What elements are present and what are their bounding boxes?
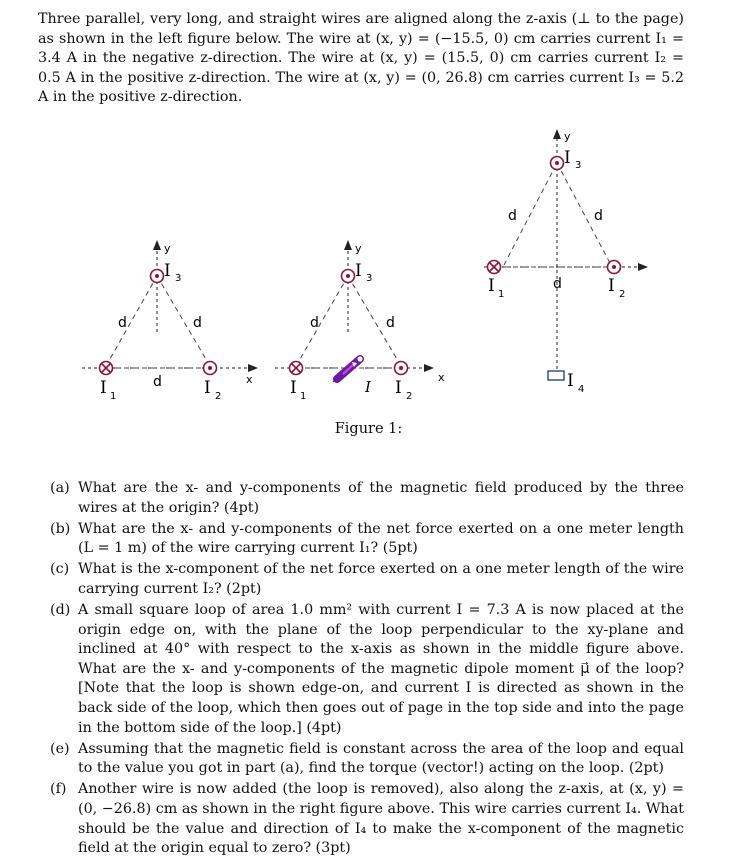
middle-figure <box>275 240 445 402</box>
question-d <box>50 601 684 738</box>
question-text: A small square loop of area 1.0 mm² with current I = 7.3 A is now placed at the origin edge on, with the plane of the loop perpendicular to the xy-plane and inclined at 40° with respect to the x-axis as shown in the middle figure above. What are the x- and y-components of the magnetic dipole moment μ⃗ of the loop? [Note that the loop is shown edge-on, and current I is directed as shown in the back side of the loop, which then goes out of page in the top side and into the page in the bottom side of the loop.] (4pt) <box>78 602 684 736</box>
question-text: Another wire is now added (the loop is removed), also along the z-axis, at (x, y) = (0, −26.8) cm as shown in the right figure above. This wire carries current I₄. What should be the value and direction of I₄ to make the x-component of the magnetic field at the origin equal to zero? (3pt) <box>78 781 684 857</box>
i2-subscript: 2 <box>406 391 413 402</box>
x-arrow <box>248 364 258 372</box>
question-list <box>50 479 684 860</box>
d-label: d <box>553 276 562 292</box>
x-label: x <box>246 373 253 386</box>
i2-label: I <box>395 378 402 398</box>
loop-current-label: I <box>365 378 371 396</box>
wire-i2-icon <box>395 362 408 375</box>
question-text: What is the x-component of the net force exerted on a one meter length of the wire carrying current I₂? (2pt) <box>78 561 684 597</box>
d-label: d <box>310 315 319 331</box>
wire-i3-icon <box>342 270 355 283</box>
question-label: (e) <box>50 740 70 757</box>
i4-subscript: 4 <box>578 384 585 395</box>
wire-i2-icon <box>608 261 621 274</box>
question-text: What are the x- and y-components of the net force exerted on a one meter length (L = 1 m) of the wire carrying current I₁? (5pt) <box>78 520 684 557</box>
i1-label: I <box>100 378 107 398</box>
right-figure <box>484 129 648 395</box>
d-label: d <box>118 315 127 331</box>
y-label: y <box>355 242 362 255</box>
i2-label: I <box>608 276 615 296</box>
wire-i4-icon <box>548 371 564 380</box>
y-arrow <box>153 240 161 250</box>
i1-label: I <box>290 378 297 398</box>
question-text: What are the x- and y-components of the magnetic field produced by the three wires at the origin? (4pt) <box>78 480 684 516</box>
loop-edge-on-icon <box>333 356 363 382</box>
d-label: d <box>193 315 202 331</box>
question-label: (c) <box>50 561 70 578</box>
wire-i3-icon <box>151 270 164 283</box>
i1-subscript: 1 <box>110 391 117 402</box>
y-label: y <box>164 242 171 255</box>
i3-subscript: 3 <box>575 160 582 171</box>
question-c <box>50 560 684 599</box>
i2-label: I <box>204 378 211 398</box>
figure-1 <box>0 115 737 445</box>
i1-label: I <box>488 276 495 296</box>
left-figure <box>82 240 258 402</box>
triangle-left-side <box>106 276 157 366</box>
question-label: (b) <box>50 520 71 537</box>
triangle-left-side <box>296 276 348 366</box>
question-e <box>50 740 684 779</box>
i3-subscript: 3 <box>175 273 182 284</box>
i3-subscript: 3 <box>366 273 373 284</box>
x-label: x <box>438 371 445 384</box>
question-text: Assuming that the magnetic field is constant across the area of the loop and equal to the value you got in part (a), find the torque (vector!) acting on the loop. (2pt) <box>78 740 684 777</box>
i3-label: I <box>355 261 362 281</box>
question-a <box>50 479 684 518</box>
question-f <box>50 780 684 858</box>
wire-i3-icon <box>551 157 564 170</box>
wire-i1-icon <box>488 261 501 274</box>
i2-subscript: 2 <box>215 391 222 402</box>
d-label: d <box>153 374 162 390</box>
y-arrow <box>344 240 352 250</box>
i1-subscript: 1 <box>498 289 505 300</box>
i4-label: I <box>567 371 574 391</box>
question-label: (f) <box>50 781 67 798</box>
question-b <box>50 520 684 559</box>
triangle-right-side <box>157 276 210 366</box>
question-label: (a) <box>50 480 70 496</box>
problem-intro: Three parallel, very long, and straight wires are aligned along the z-axis (⊥ to the page) as shown in the left figure below. The wire at (x, y) = (−15.5, 0) cm carries current I₁ = 3.4 A in the negative z-direction. The wire at (x, y) = (15.5, 0) cm carries current I₂ = 0.5 A in the positive z-direction. The wire at (x, y) = (0, 26.8) cm carries current I₃ = 5.2 A in the positive z-direction. <box>38 11 684 105</box>
y-label: y <box>564 130 571 143</box>
x-arrow <box>424 364 434 372</box>
d-label: d <box>386 315 395 331</box>
question-label: (d) <box>50 602 71 619</box>
y-arrow <box>553 129 561 139</box>
wire-i1-icon <box>100 362 113 375</box>
x-arrow <box>638 263 648 271</box>
i3-label: I <box>564 148 571 168</box>
i2-subscript: 2 <box>619 289 626 300</box>
d-label: d <box>594 208 603 224</box>
i1-subscript: 1 <box>300 391 307 402</box>
wire-i2-icon <box>204 362 217 375</box>
triangle-right-side <box>557 163 611 265</box>
i3-label: I <box>164 261 171 281</box>
figure-caption: Figure 1: <box>334 421 403 437</box>
wire-i1-icon <box>290 362 303 375</box>
d-label: d <box>508 208 517 224</box>
